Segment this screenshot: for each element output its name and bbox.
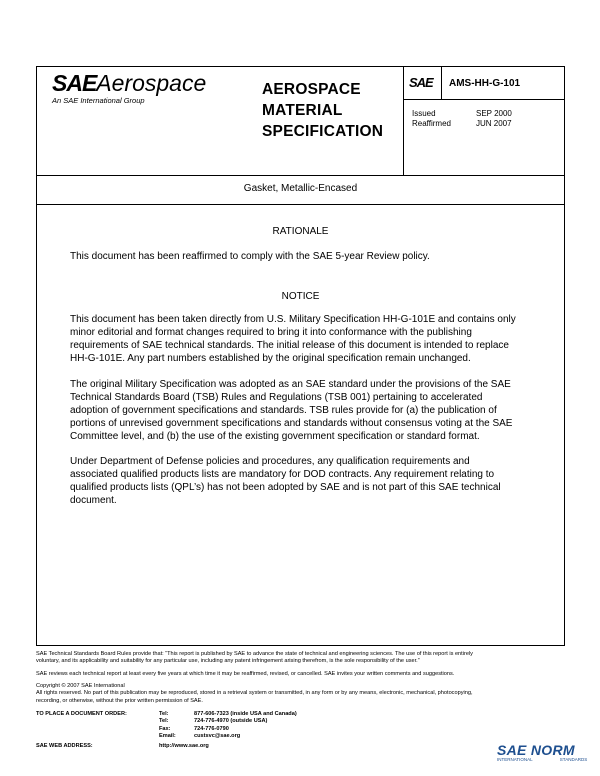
notice-line: adoption of government specifications and standards. TSB rules provide for (a) the publication of <box>70 405 497 416</box>
notice-line: HH-G-101E. Any part numbers established by the original specification remain unchanged. <box>70 353 471 364</box>
notice-heading: NOTICE <box>281 291 320 302</box>
contact-label: Tel: <box>159 711 169 717</box>
document-number: AMS-HH-G-101 <box>449 78 521 89</box>
logo-aerospace-text: Aerospace <box>96 70 207 96</box>
header-divider <box>36 175 565 176</box>
contact-phone-outside[interactable]: 724-776-4970 (outside USA) <box>194 718 268 725</box>
sae-norm-logo <box>497 742 597 772</box>
small-sae-logo: SAE <box>409 75 433 90</box>
spec-title <box>262 79 383 142</box>
sae-aerospace-logo <box>52 70 206 97</box>
issued-value: SEP 2000 <box>476 109 512 118</box>
spec-title-line: AEROSPACE <box>262 81 361 98</box>
contact-labels <box>159 711 176 741</box>
contact-label: Tel: <box>159 718 169 725</box>
contact-email-link[interactable]: custsvc@sae.org <box>194 733 241 740</box>
sae-norm-logo-sub: INTERNATIONAL <box>497 757 533 762</box>
notice-line: associated qualified products lists are mandatory for DOD contracts. Any requirement relating to <box>70 469 495 480</box>
spec-title-line: SPECIFICATION <box>262 123 384 140</box>
copyright: Copyright © 2007 SAE International <box>36 683 125 689</box>
contact-label: Fax: <box>159 725 171 732</box>
order-label: TO PLACE A DOCUMENT ORDER: <box>36 711 127 717</box>
logo-sae-text: SAE <box>52 70 97 96</box>
rationale-heading: RATIONALE <box>272 226 329 237</box>
logo-column-divider <box>441 66 442 99</box>
notice-paragraph <box>70 313 516 365</box>
notice-line: Under Department of Defense policies and procedures, any qualification requirements and <box>70 456 470 467</box>
logo-tagline: An SAE International Group <box>52 96 145 105</box>
footer-tsb-notice <box>36 651 473 666</box>
web-address-label: SAE WEB ADDRESS: <box>36 743 93 749</box>
notice-line: requirements of SAE technical standards. The initial release of this document is intended to replace <box>70 340 509 351</box>
notice-paragraph <box>70 378 512 443</box>
notice-line: minor editorial and format changes required to bring it into conformance with the publishing <box>70 327 472 338</box>
footer-line: All rights reserved. No part of this publication may be reproduced, stored in a retrieval system or transmitted, in any form or by any means, electronic, mechanical, photocopying, <box>36 690 473 697</box>
notice-paragraph <box>70 455 501 507</box>
spec-title-line: MATERIAL <box>262 102 343 119</box>
web-address-link[interactable]: http://www.sae.org <box>159 743 209 749</box>
footer-line: SAE Technical Standards Board Rules provide that: “This report is published by SAE to advance the state of technical and engineering sciences. The use of this report is entirely <box>36 651 473 657</box>
notice-line: This document has been taken directly from U.S. Military Specification HH-G-101E and contains only <box>70 314 516 325</box>
contact-values <box>194 711 297 741</box>
notice-line: Committee level, and (b) the use of the existing government specification or standard format. <box>70 431 480 442</box>
footer-review: SAE reviews each technical report at least every five years at which time it may be reaffirmed, revised, or cancelled. SAE invites your written comments and suggestions. <box>36 671 455 677</box>
notice-line: portions of unrevised government specifications and standards without consensus voting at the SAE <box>70 418 513 429</box>
footer-line: recording, or otherwise, without the prior written permission of SAE. <box>36 697 203 704</box>
sae-norm-logo-text: SAE NORM <box>497 742 575 758</box>
rationale-text: This document has been reaffirmed to comply with the SAE 5-year Review policy. <box>70 251 430 262</box>
notice-line: Technical Standards Board (TSB) Rules and Regulations (TSB 001) pertaining to accelerated <box>70 392 483 403</box>
reaffirmed-value: JUN 2007 <box>476 119 512 128</box>
contact-phone-inside[interactable]: 877-606-7323 (inside USA and Canada) <box>194 711 297 717</box>
notice-line: document. <box>70 495 117 506</box>
footer-rights <box>36 683 473 705</box>
footer-line: voluntary, and its applicability and suitability for any particular use, including any patent infringement arising therefrom, is the sole responsibility of the user.” <box>36 658 420 665</box>
contact-fax: 724-776-0790 <box>194 725 229 732</box>
title-divider <box>36 204 565 205</box>
header-column-divider <box>403 66 404 175</box>
reaffirmed-label: Reaffirmed <box>412 119 451 128</box>
issued-label: Issued <box>412 109 436 118</box>
sae-norm-logo-sub: STANDARDS <box>559 757 588 762</box>
docnum-divider <box>403 99 565 100</box>
document-title: Gasket, Metallic-Encased <box>243 183 358 194</box>
contact-label: Email: <box>159 733 176 740</box>
notice-line: qualified products lists (QPL’s) has not been adopted by SAE and is not part of this SAE technical <box>70 482 501 493</box>
notice-line: The original Military Specification was adopted as an SAE standard under the provisions of the SAE <box>70 379 511 390</box>
